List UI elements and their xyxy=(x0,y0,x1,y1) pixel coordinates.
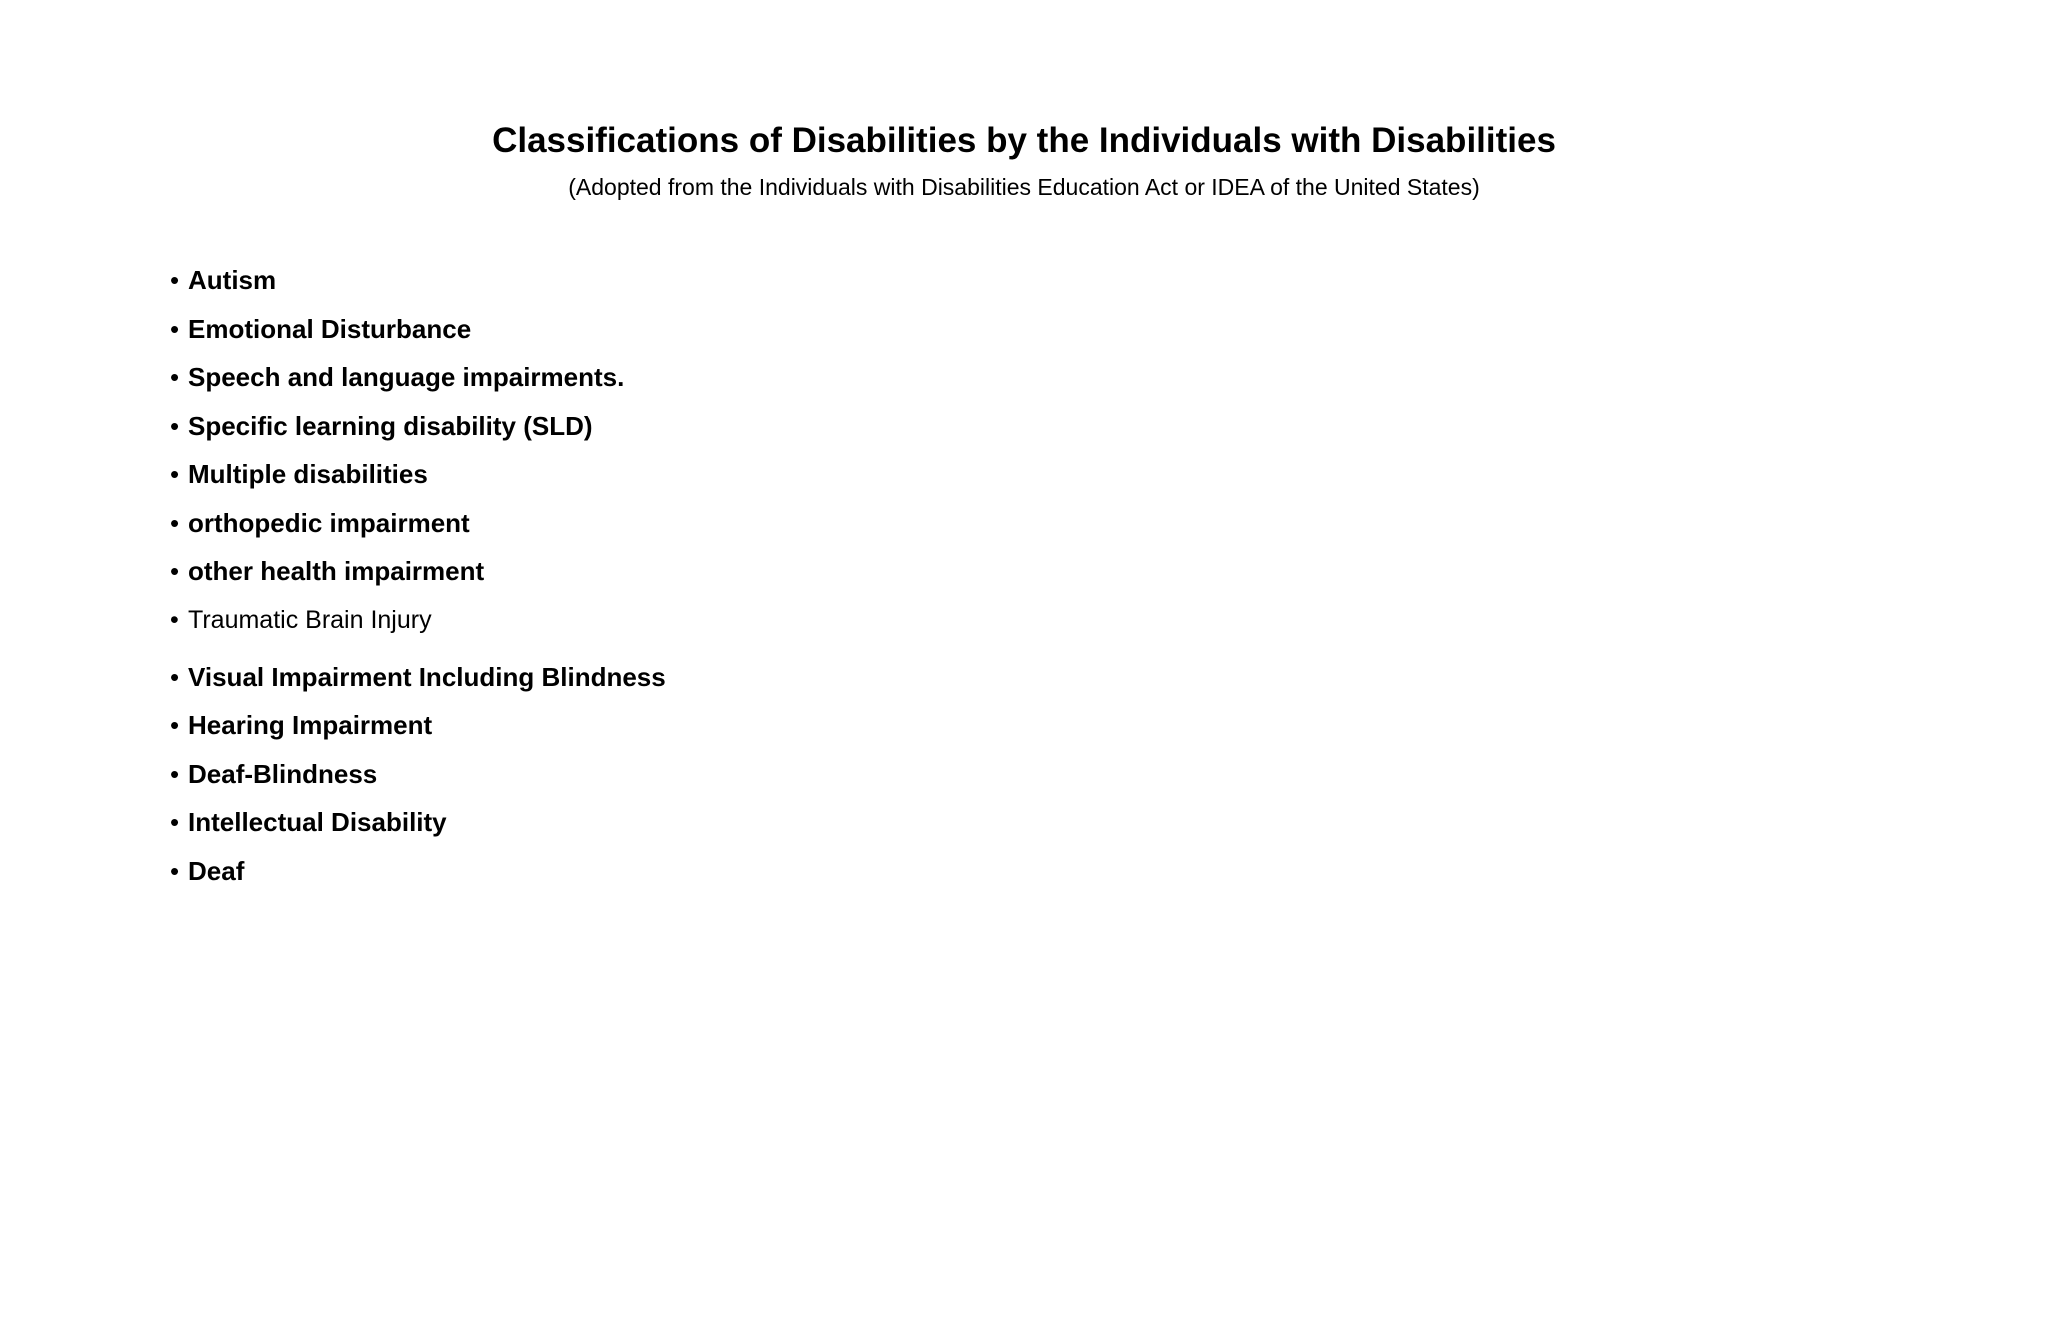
bullet-icon: • xyxy=(170,313,180,344)
list-item-label: Emotional Disturbance xyxy=(188,313,472,344)
list-item xyxy=(170,505,666,554)
list-item xyxy=(170,359,666,408)
list-item xyxy=(170,602,666,659)
list-item xyxy=(170,262,666,311)
list-item-label: Intellectual Disability xyxy=(188,807,447,837)
bullet-icon: • xyxy=(170,507,180,538)
bullet-icon: • xyxy=(170,459,180,489)
list-item xyxy=(170,456,666,505)
list-item-label: orthopedic impairment xyxy=(188,507,470,538)
bullet-icon: • xyxy=(170,410,180,441)
bullet-icon: • xyxy=(170,556,180,586)
list-item xyxy=(170,804,666,853)
list-item xyxy=(170,853,666,902)
list-item xyxy=(170,408,666,457)
list-item-label: Hearing Impairment xyxy=(188,710,433,740)
list-item xyxy=(170,311,666,360)
bullet-icon: • xyxy=(170,758,180,789)
list-item-label: Multiple disabilities xyxy=(188,459,428,489)
list-item xyxy=(170,659,666,708)
list-item-label: other health impairment xyxy=(188,556,485,586)
page-title: Classifications of Disabilities by the Individuals with Disabilities xyxy=(492,121,1556,160)
bullet-icon: • xyxy=(170,710,180,740)
list-item xyxy=(170,756,666,805)
bullet-icon: • xyxy=(170,265,180,295)
bullet-icon: • xyxy=(170,807,180,837)
disability-classification-list xyxy=(170,262,666,901)
list-item-label: Deaf xyxy=(188,855,245,886)
bullet-icon: • xyxy=(170,661,180,692)
list-item-label: Visual Impairment Including Blindness xyxy=(188,661,666,692)
page-subtitle: (Adopted from the Individuals with Disabilities Education Act or IDEA of the United States) xyxy=(568,174,1480,200)
list-item-label: Speech and language impairments. xyxy=(188,362,625,392)
list-item-label: Traumatic Brain Injury xyxy=(188,605,432,634)
list-item xyxy=(170,707,666,756)
list-item-label: Deaf-Blindness xyxy=(188,758,378,789)
list-item xyxy=(170,553,666,602)
list-item-label: Autism xyxy=(188,265,277,295)
list-item-label: Specific learning disability (SLD) xyxy=(188,410,593,441)
bullet-icon: • xyxy=(170,605,179,634)
bullet-icon: • xyxy=(170,362,180,392)
bullet-icon: • xyxy=(170,855,180,886)
